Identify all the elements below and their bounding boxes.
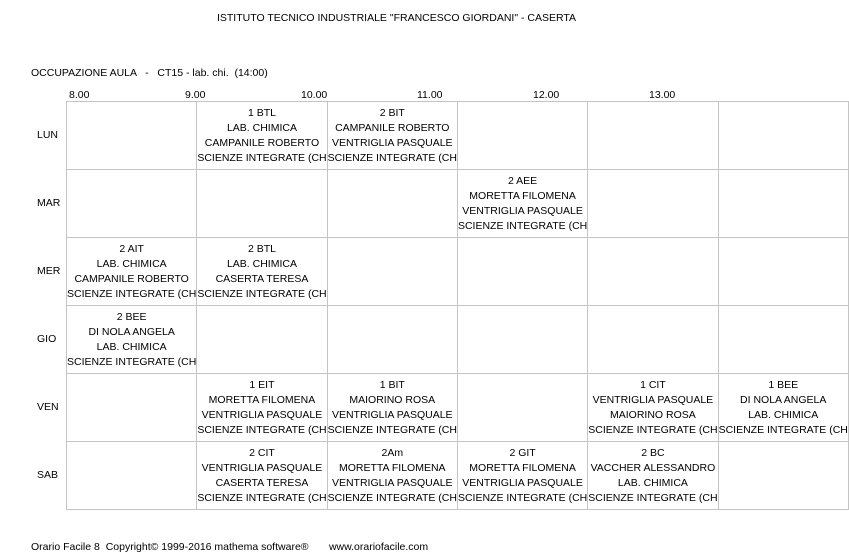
lesson-entry (197, 238, 326, 302)
lesson-line: VENTRIGLIA PASQUALE (201, 462, 323, 474)
lesson-line: CAMPANILE ROBERTO (335, 122, 450, 134)
lesson-entry (588, 374, 717, 438)
day-label: MAR (37, 197, 61, 209)
lesson-line: MAIORINO ROSA (349, 394, 436, 406)
hour-label: 12.00 (533, 89, 560, 101)
lesson-line: SCIENZE INTEGRATE (CH (197, 492, 327, 504)
page-title: ISTITUTO TECNICO INDUSTRIALE "FRANCESCO GIORDANI" - CASERTA (216, 12, 577, 24)
lesson-line: CAMPANILE ROBERTO (204, 137, 320, 149)
schedule-cell (197, 170, 327, 238)
schedule-cell (67, 238, 197, 306)
lesson-line: 2 AEE (507, 175, 538, 187)
lesson-line: VENTRIGLIA PASQUALE (331, 137, 453, 149)
lesson-entry (328, 102, 457, 166)
lesson-line: 1 BIT (379, 379, 405, 391)
lesson-line: LAB. CHIMICA (96, 341, 167, 353)
lesson-line: CAMPANILE ROBERTO (74, 273, 189, 285)
lesson-line: 2 GIT (509, 447, 536, 459)
schedule-row (67, 170, 849, 238)
lesson-entry (328, 442, 457, 506)
schedule-cell (718, 170, 848, 238)
schedule-row (67, 238, 849, 306)
schedule-cell (588, 374, 718, 442)
schedule-cell (327, 442, 457, 510)
schedule-cell (197, 306, 327, 374)
schedule-cell (327, 374, 457, 442)
lesson-line: MORETTA FILOMENA (208, 394, 316, 406)
schedule-cell (67, 306, 197, 374)
lesson-line: VACCHER ALESSANDRO (590, 462, 716, 474)
lesson-line: 2 AIT (119, 243, 144, 255)
lesson-line: LAB. CHIMICA (617, 477, 688, 489)
lesson-line: SCIENZE INTEGRATE (CH (457, 492, 588, 504)
schedule-cell (588, 102, 718, 170)
lesson-line: 1 BEE (768, 379, 799, 391)
hour-label: 9.00 (185, 89, 206, 101)
schedule-cell (588, 170, 718, 238)
lesson-line: 2 CIT (249, 447, 275, 459)
schedule-cell (197, 374, 327, 442)
lesson-entry (197, 374, 326, 438)
lesson-line: 2Am (381, 447, 404, 459)
schedule-cell (327, 306, 457, 374)
hour-label: 10.00 (301, 89, 328, 101)
lesson-line: 1 CIT (640, 379, 666, 391)
schedule-cell (588, 238, 718, 306)
schedule-cell (588, 442, 718, 510)
hour-label: 13.00 (649, 89, 676, 101)
lesson-line: 2 BIT (379, 107, 405, 119)
hour-label: 8.00 (69, 89, 90, 101)
schedule-row (67, 374, 849, 442)
lesson-line: 2 BC (641, 447, 665, 459)
schedule-cell (718, 238, 848, 306)
lesson-line: VENTRIGLIA PASQUALE (592, 394, 714, 406)
schedule-cell (457, 102, 587, 170)
day-label: GIO (37, 333, 57, 345)
lesson-line: DI NOLA ANGELA (740, 394, 827, 406)
schedule-cell (197, 442, 327, 510)
lesson-line: CASERTA TERESA (215, 273, 309, 285)
schedule-cell (457, 238, 587, 306)
lesson-entry (458, 170, 587, 234)
lesson-line: SCIENZE INTEGRATE (CH (197, 152, 327, 164)
lesson-entry (197, 102, 326, 166)
lesson-line: LAB. CHIMICA (226, 258, 297, 270)
lesson-line: SCIENZE INTEGRATE (CH (67, 356, 197, 368)
schedule-cell (327, 170, 457, 238)
lesson-line: 1 EIT (249, 379, 275, 391)
schedule-cell (718, 306, 848, 374)
schedule-cell (67, 102, 197, 170)
day-label: VEN (37, 401, 59, 413)
schedule-cell (718, 102, 848, 170)
lesson-line: LAB. CHIMICA (226, 122, 297, 134)
lesson-line: SCIENZE INTEGRATE (CH (718, 424, 848, 436)
schedule-cell (457, 306, 587, 374)
lesson-line: DI NOLA ANGELA (88, 326, 175, 338)
lesson-entry (67, 306, 196, 370)
lesson-line: MAIORINO ROSA (610, 409, 696, 421)
footer-copyright: Orario Facile 8 Copyright© 1999-2016 mathema software® www.orariofacile.com (31, 541, 429, 553)
lesson-line: SCIENZE INTEGRATE (CH (197, 424, 327, 436)
lesson-line: VENTRIGLIA PASQUALE (462, 205, 583, 217)
lesson-line: SCIENZE INTEGRATE (CH (327, 424, 457, 436)
lesson-line: VENTRIGLIA PASQUALE (201, 409, 323, 421)
lesson-line: SCIENZE INTEGRATE (CH (327, 152, 457, 164)
lesson-line: VENTRIGLIA PASQUALE (331, 409, 453, 421)
schedule-row (67, 306, 849, 374)
schedule-cell (457, 170, 587, 238)
lesson-line: MORETTA FILOMENA (469, 462, 576, 474)
lesson-line: CASERTA TERESA (215, 477, 309, 489)
lesson-entry (197, 442, 326, 506)
lesson-line: SCIENZE INTEGRATE (CH (588, 424, 718, 436)
schedule-cell (67, 170, 197, 238)
lesson-line: SCIENZE INTEGRATE (CH (588, 492, 718, 504)
lesson-entry (458, 442, 587, 506)
lesson-line: SCIENZE INTEGRATE (CH (197, 288, 327, 300)
day-label: SAB (37, 469, 59, 481)
room-subtitle: OCCUPAZIONE AULA - CT15 - lab. chi. (14:00) (31, 67, 268, 79)
lesson-line: 1 BTL (247, 107, 276, 119)
lesson-line: SCIENZE INTEGRATE (CH (327, 492, 457, 504)
hour-label: 11.00 (417, 89, 443, 101)
schedule-cell (457, 442, 587, 510)
lesson-line: SCIENZE INTEGRATE (CH (67, 288, 197, 300)
day-label: MER (37, 265, 61, 277)
schedule-cell (197, 238, 327, 306)
lesson-line: VENTRIGLIA PASQUALE (331, 477, 453, 489)
lesson-line: MORETTA FILOMENA (469, 190, 576, 202)
lesson-entry (328, 374, 457, 438)
day-label: LUN (37, 129, 59, 141)
schedule-cell (457, 374, 587, 442)
lesson-entry (67, 238, 196, 302)
lesson-entry (588, 442, 717, 506)
lesson-entry (719, 374, 848, 438)
lesson-line: LAB. CHIMICA (96, 258, 167, 270)
schedule-row (67, 102, 849, 170)
schedule-cell (327, 102, 457, 170)
lesson-line: 2 BTL (247, 243, 276, 255)
schedule-cell (67, 374, 197, 442)
lesson-line: MORETTA FILOMENA (338, 462, 446, 474)
schedule-cell (197, 102, 327, 170)
lesson-line: 2 BEE (116, 311, 147, 323)
schedule-cell (718, 374, 848, 442)
schedule-cell (327, 238, 457, 306)
schedule-cell (718, 442, 848, 510)
lesson-line: SCIENZE INTEGRATE (CH (457, 220, 588, 232)
schedule-cell (67, 442, 197, 510)
schedule-row (67, 442, 849, 510)
schedule-cell (588, 306, 718, 374)
lesson-line: LAB. CHIMICA (748, 409, 819, 421)
lesson-line: VENTRIGLIA PASQUALE (462, 477, 583, 489)
schedule-grid (66, 101, 849, 510)
